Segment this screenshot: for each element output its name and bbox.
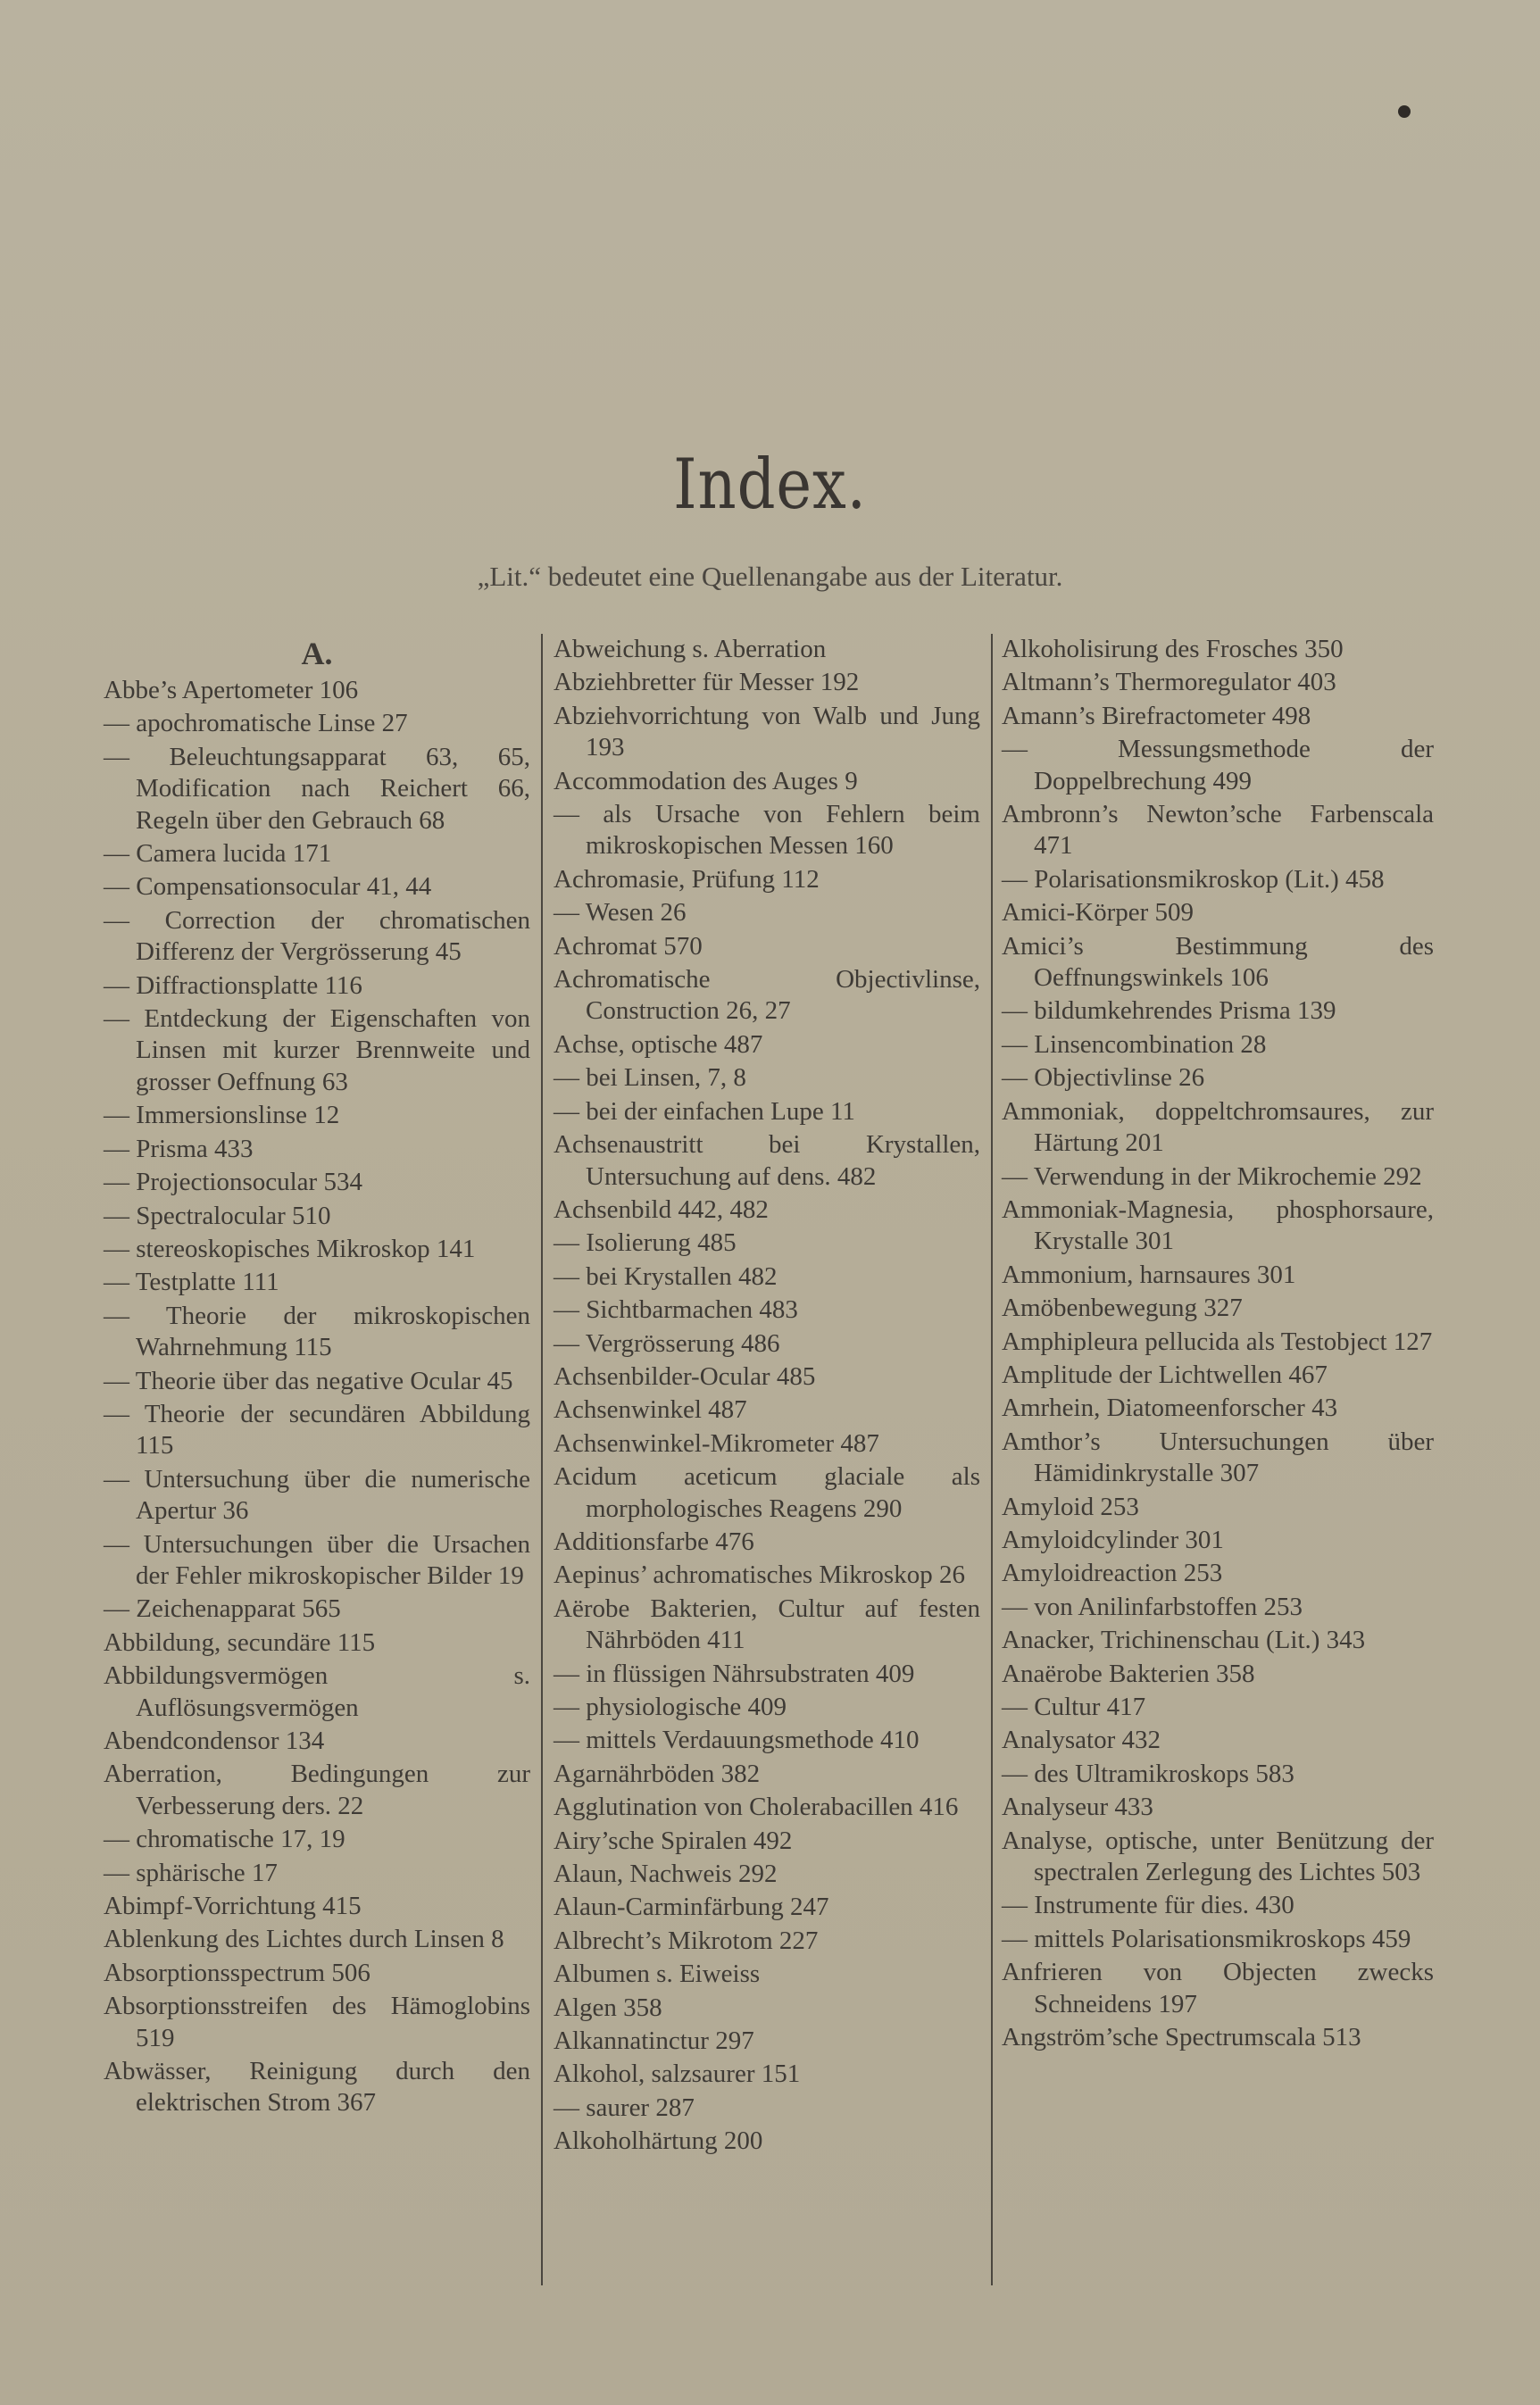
index-entry: — Untersuchung über die numerische Apertur 36	[104, 1464, 530, 1526]
index-entry: Abziehbretter für Messer 192	[554, 668, 860, 697]
index-entry: — Zeichenapparat 565	[104, 1594, 341, 1624]
index-entry: Achromasie, Prüfung 112	[554, 864, 820, 894]
index-entry: Abziehvorrichtung von Walb und Jung 193	[554, 701, 980, 762]
index-entry: — bildumkehrendes Prisma 139	[1002, 996, 1336, 1026]
index-entry: Achsenbild 442, 482	[554, 1194, 769, 1224]
index-entry: Anacker, Trichinenschau (Lit.) 343	[1002, 1626, 1366, 1655]
index-entry: — Instrumente für dies. 430	[1002, 1891, 1294, 1920]
index-entry: — in flüssigen Nährsubstraten 409	[554, 1659, 915, 1688]
index-entry: Amici’s Bestimmung des Oeffnungswinkels 106	[1002, 931, 1434, 993]
index-entry: Additionsfarbe 476	[554, 1527, 754, 1556]
index-entry: — Projectionsocular 534	[104, 1168, 362, 1197]
index-entry: — Theorie der secundären Abbildung 115	[104, 1399, 530, 1460]
ink-blot	[1398, 105, 1411, 118]
index-entry: Albrecht’s Mikrotom 227	[554, 1926, 819, 1955]
index-entry: — Compensationsocular 41, 44	[104, 872, 432, 902]
index-entry: — Polarisationsmikroskop (Lit.) 458	[1002, 864, 1385, 894]
index-entry: Amthor’s Untersuchungen über Hämidinkrystalle 307	[1002, 1427, 1434, 1488]
index-entry: Achromat 570	[554, 931, 703, 961]
index-entry: — Theorie über das negative Ocular 45	[104, 1366, 513, 1395]
index-entry: — saurer 287	[554, 2093, 695, 2122]
index-entry: Abbe’s Apertometer 106	[104, 676, 359, 704]
index-column-3	[1002, 634, 1434, 2294]
index-entry: Ammoniak, doppeltchromsaures, zur Härtung 201	[1002, 1096, 1434, 1158]
index-entry: Accommodation des Auges 9	[554, 766, 858, 795]
index-entry: — Correction der chromatischen Differenz der Vergrösserung 45	[104, 905, 530, 967]
index-entry: Amyloidreaction 253	[1002, 1559, 1223, 1588]
index-entry: Alaun-Carminfärbung 247	[554, 1893, 829, 1922]
index-entry: Aërobe Bakterien, Cultur auf festen Nährböden 411	[554, 1594, 980, 1655]
index-entry: Amann’s Birefractometer 498	[1002, 701, 1311, 730]
index-entry: Alkoholhärtung 200	[554, 2126, 763, 2156]
index-entry: Abendcondensor 134	[104, 1727, 325, 1755]
index-entry: — apochromatische Linse 27	[104, 709, 408, 738]
index-entry: Abbildung, secundäre 115	[104, 1627, 376, 1657]
index-column-2	[554, 634, 980, 2294]
index-entry: — Spectralocular 510	[104, 1201, 331, 1230]
index-entry: Achsenbilder-Ocular 485	[554, 1361, 816, 1391]
index-entry: Algen 358	[554, 1993, 662, 2022]
index-entry: — Theorie der mikroskopischen Wahrnehmung 115	[104, 1301, 530, 1362]
column-divider	[991, 634, 993, 2285]
index-entry: Achsenaustritt bei Krystallen, Untersuchung auf dens. 482	[554, 1130, 980, 1191]
index-entry: Alaun, Nachweis 292	[554, 1860, 778, 1889]
index-entry: — Linsencombination 28	[1002, 1029, 1267, 1059]
index-entry: Airy’sche Spiralen 492	[554, 1826, 793, 1855]
index-entry: — Objectivlinse 26	[1002, 1063, 1205, 1093]
index-entry: Acidum aceticum glaciale als morphologisches Reagens 290	[554, 1462, 980, 1523]
index-entry: Achse, optische 487	[554, 1029, 763, 1059]
index-entry: Amyloidcylinder 301	[1002, 1525, 1224, 1554]
index-entry: — Messungsmethode der Doppelbrechung 499	[1002, 735, 1434, 795]
index-entry: — physiologische 409	[554, 1693, 787, 1721]
index-entry: Angström’sche Spectrumscala 513	[1002, 2023, 1361, 2052]
index-entry: — Cultur 417	[1002, 1693, 1146, 1721]
index-entry: Amyloid 253	[1002, 1492, 1139, 1521]
index-entry: Agarnährböden 382	[554, 1759, 761, 1788]
index-entry: Ammoniak-Magnesia, phosphorsaure, Krystalle 301	[1002, 1194, 1434, 1256]
index-entry: Alkohol, salzsaurer 151	[554, 2060, 801, 2089]
index-entry: — bei Krystallen 482	[554, 1261, 778, 1291]
index-entry: — Wesen 26	[554, 898, 687, 928]
index-entry: — Vergrösserung 486	[554, 1328, 780, 1358]
index-entry: — Verwendung in der Mikrochemie 292	[1002, 1161, 1422, 1191]
index-entry: Abbildungsvermögen s. Auflösungsvermögen	[104, 1661, 530, 1722]
page-title: Index.	[673, 445, 867, 525]
index-entry: — Immersionslinse 12	[104, 1101, 340, 1130]
index-entry: — bei Linsen, 7, 8	[554, 1063, 746, 1093]
index-entry: Achsenwinkel 487	[554, 1395, 747, 1425]
index-entry: — Sichtbarmachen 483	[554, 1295, 798, 1325]
index-entry: Ablenkung des Lichtes durch Linsen 8	[104, 1925, 504, 1954]
index-entry: Ambronn’s Newton’sche Farbenscala 471	[1002, 800, 1434, 861]
index-entry: Absorptionsspectrum 506	[104, 1958, 370, 1987]
index-entry: — mittels Polarisationsmikroskops 459	[1002, 1924, 1411, 1953]
index-columns	[104, 634, 1434, 2303]
index-entry: — sphärische 17	[104, 1858, 278, 1887]
section-letter: A.	[301, 636, 333, 671]
index-entry: — als Ursache von Fehlern beim mikroskopischen Messen 160	[554, 800, 980, 861]
index-entry: Analysator 432	[1002, 1726, 1161, 1755]
page-subtitle: „Lit.“ bedeutet eine Quellenangabe aus der Literatur.	[477, 561, 1063, 592]
index-entry: — des Ultramikroskops 583	[1002, 1759, 1294, 1788]
index-entry: Achromatische Objectivlinse, Construction 26, 27	[554, 965, 980, 1026]
index-entry: Analyseur 433	[1002, 1793, 1153, 1822]
index-entry: Aberration, Bedingungen zur Verbesserung ders. 22	[104, 1760, 530, 1820]
index-entry: Abwässer, Reinigung durch den elektrischen Strom 367	[104, 2057, 530, 2118]
index-entry: — von Anilinfarbstoffen 253	[1002, 1592, 1303, 1621]
index-entry: Anaërobe Bakterien 358	[1002, 1659, 1255, 1688]
index-entry: — chromatische 17, 19	[104, 1825, 345, 1854]
index-entry: — Testplatte 111	[104, 1268, 279, 1297]
index-entry: — Diffractionsplatte 116	[104, 970, 362, 1000]
index-entry: Altmann’s Thermoregulator 403	[1002, 668, 1336, 697]
index-entry: — Camera lucida 171	[104, 839, 332, 869]
index-entry: Agglutination von Cholerabacillen 416	[554, 1793, 959, 1822]
index-entry: Amici-Körper 509	[1002, 898, 1195, 928]
index-entry: — bei der einfachen Lupe 11	[554, 1096, 855, 1126]
index-entry: Alkannatinctur 297	[554, 2026, 754, 2056]
index-entry: — Beleuchtungsapparat 63, 65, Modification nach Reichert 66, Regeln über den Gebrauch 68	[104, 742, 530, 835]
index-entry: — mittels Verdauungsmethode 410	[554, 1726, 920, 1755]
index-entry: — Prisma 433	[104, 1134, 254, 1163]
index-entry: Amplitude der Lichtwellen 467	[1002, 1360, 1328, 1389]
index-entry: — Entdeckung der Eigenschaften von Linsen mit kurzer Brennweite und grosser Oeffnung 63	[104, 1004, 530, 1096]
index-entry: Alkoholisirung des Frosches 350	[1002, 635, 1344, 663]
index-entry: Achsenwinkel-Mikrometer 487	[554, 1428, 879, 1458]
index-column-1	[104, 634, 530, 2294]
index-entry: Albumen s. Eiweiss	[554, 1960, 761, 1989]
index-entry: Amphipleura pellucida als Testobject 127	[1002, 1327, 1433, 1356]
index-entry: Absorptionsstreifen des Hämoglobins 519	[104, 1992, 530, 2052]
index-entry: — stereoskopisches Mikroskop 141	[104, 1234, 476, 1263]
index-entry: Abweichung s. Aberration	[554, 635, 827, 663]
column-divider	[541, 634, 543, 2285]
index-entry: — Untersuchungen über die Ursachen der Fehler mikroskopischer Bilder 19	[104, 1529, 530, 1590]
index-entry: Ammonium, harnsaures 301	[1002, 1260, 1296, 1289]
index-entry: Abimpf-Vorrichtung 415	[104, 1892, 362, 1921]
index-entry: Amöbenbewegung 327	[1002, 1294, 1243, 1323]
index-entry: Amrhein, Diatomeenforscher 43	[1002, 1394, 1338, 1423]
index-entry: — Isolierung 485	[554, 1228, 737, 1258]
index-entry: Analyse, optische, unter Benützung der spectralen Zerlegung des Lichtes 503	[1002, 1826, 1434, 1887]
index-entry: Aepinus’ achromatisches Mikroskop 26	[554, 1560, 965, 1590]
index-entry: Anfrieren von Objecten zwecks Schneidens 197	[1002, 1958, 1434, 2018]
